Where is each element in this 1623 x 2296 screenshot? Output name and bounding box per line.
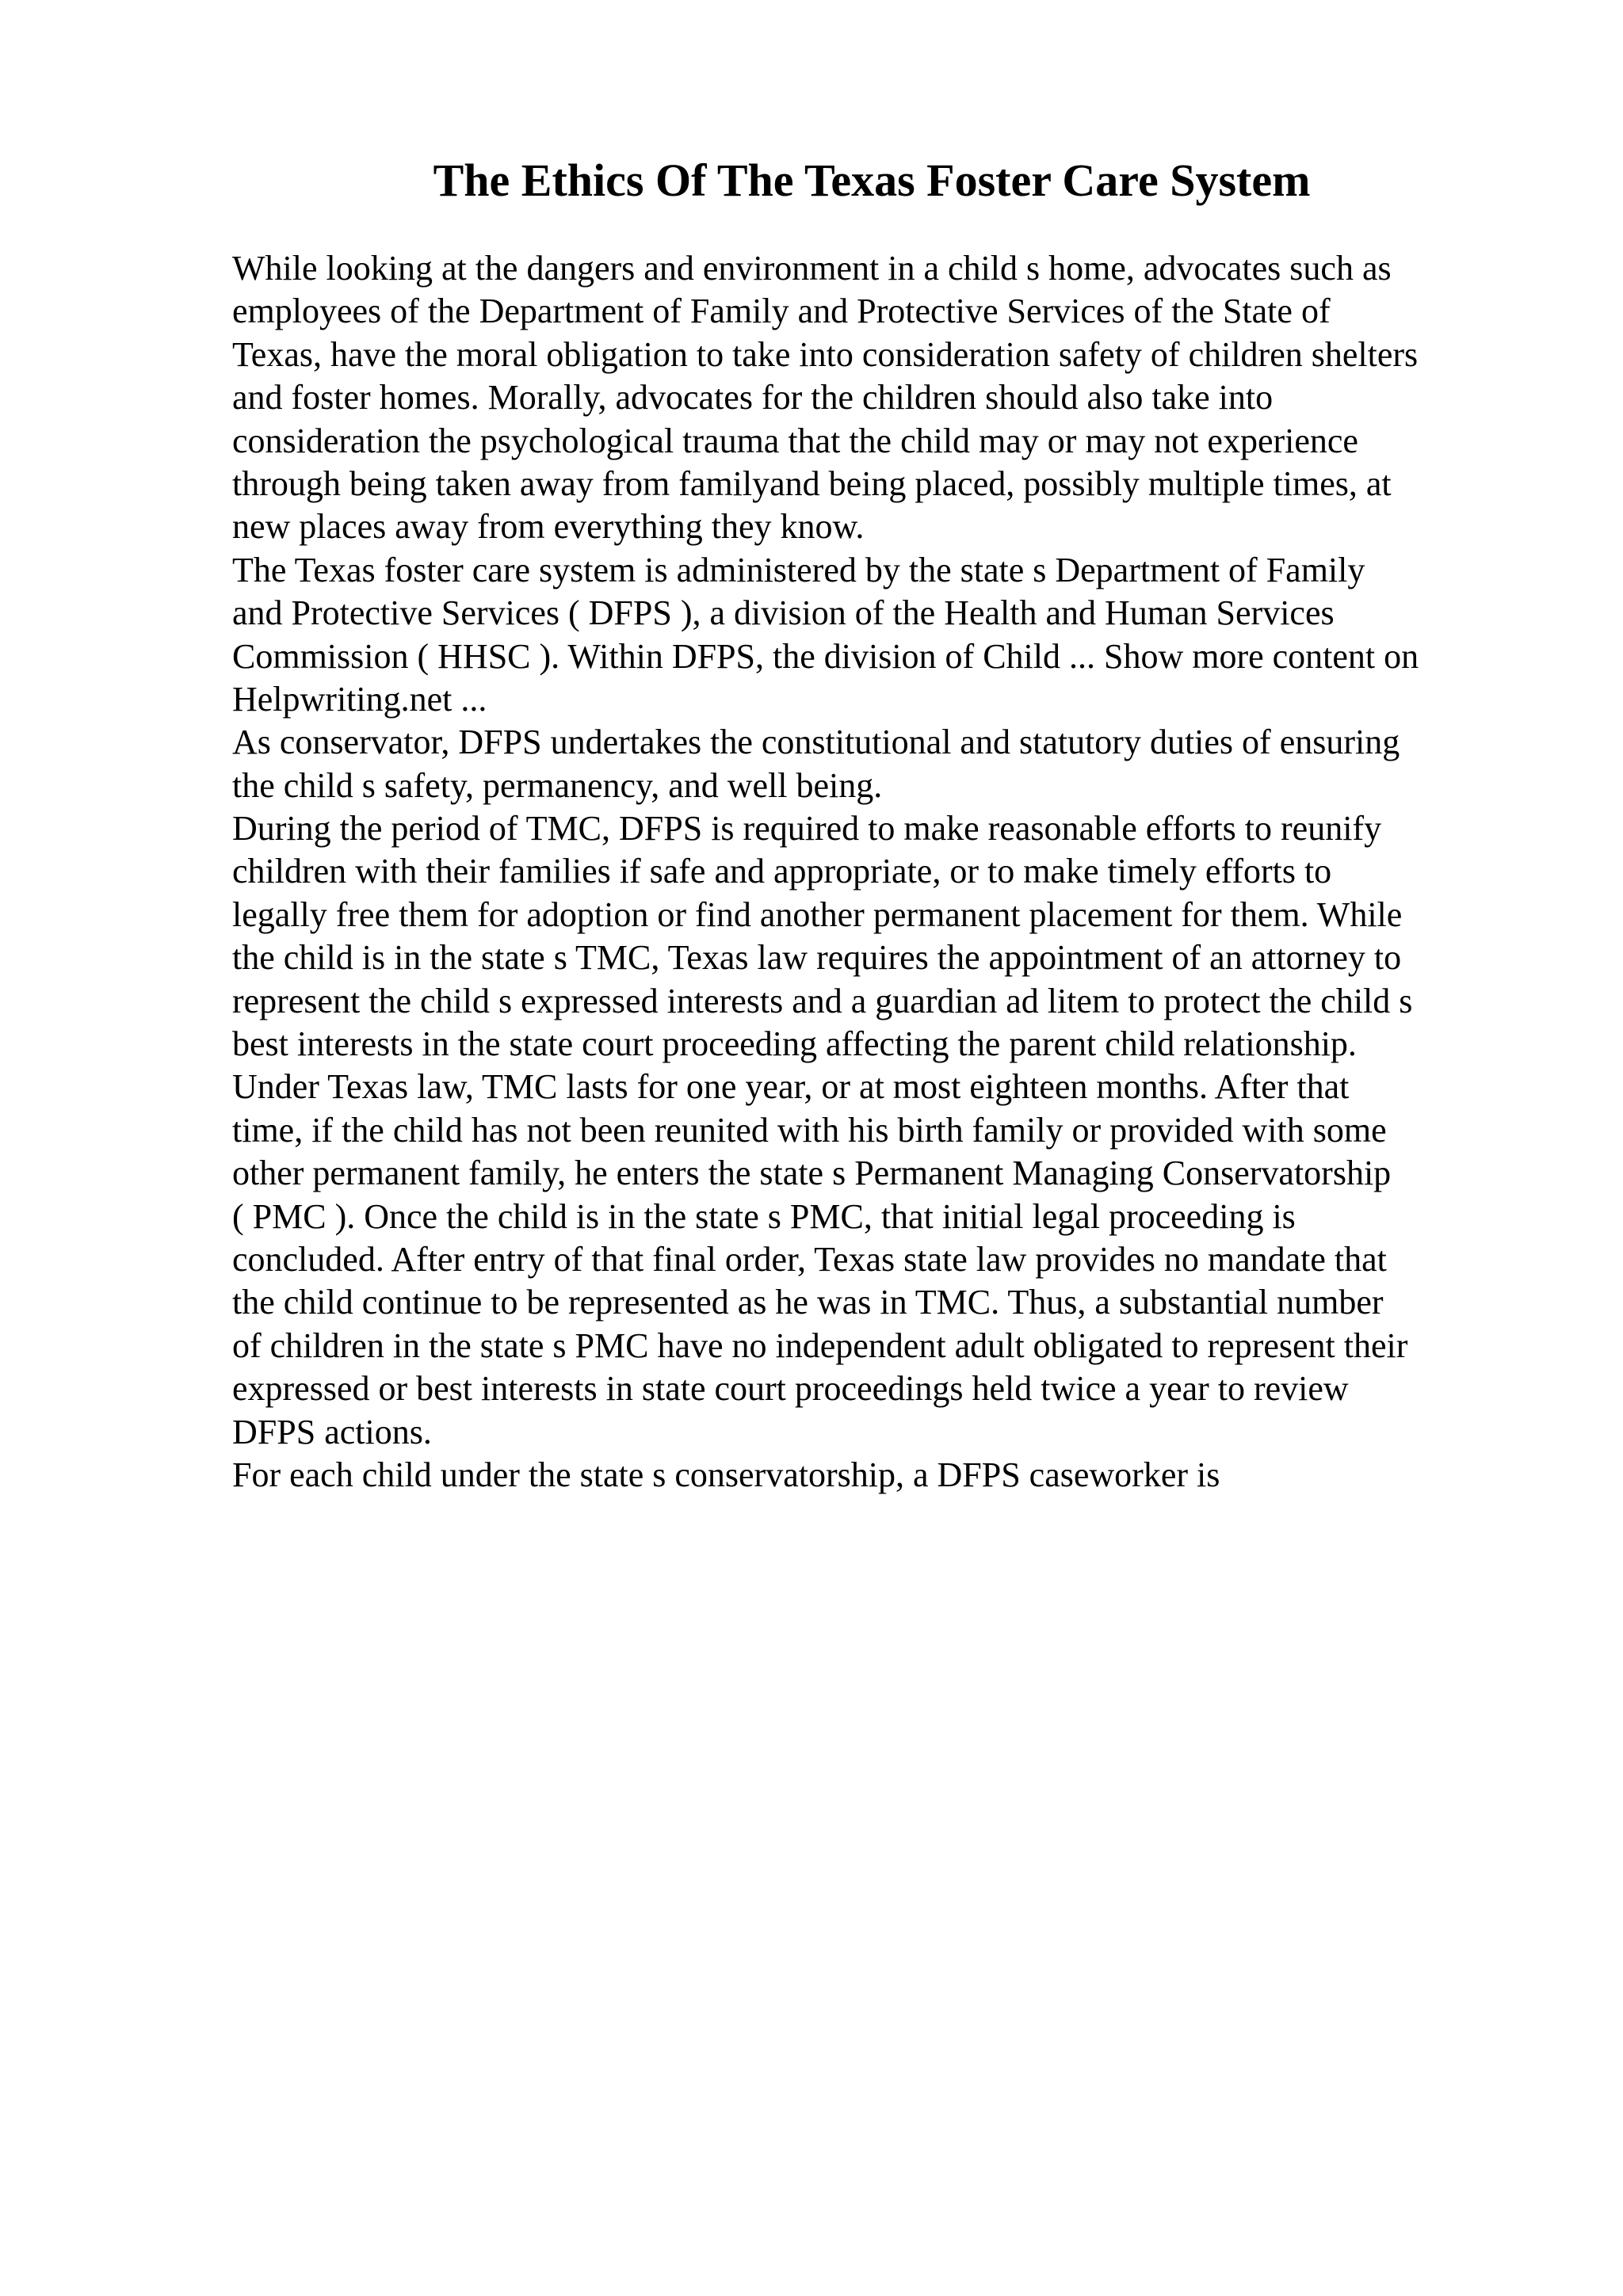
body-text-line: Under Texas law, TMC lasts for one year, or at most eighteen months. After that: [232, 1067, 1350, 1107]
body-text-line: For each child under the state s conservatorship, a DFPS caseworker is: [232, 1455, 1220, 1494]
body-text-line: legally free them for adoption or find another permanent placement for them. While: [232, 894, 1403, 934]
body-text-line: Commission ( HHSC ). Within DFPS, the division of Child ... Show more content on: [232, 636, 1419, 676]
body-text-line: concluded. After entry of that final order, Texas state law provides no mandate that: [232, 1239, 1387, 1279]
body-text-line: represent the child s expressed interests and a guardian ad litem to protect the child s: [232, 981, 1413, 1020]
body-text-line: During the period of TMC, DFPS is required to make reasonable efforts to reunify: [232, 809, 1382, 849]
body-text-line: best interests in the state court proceeding affecting the parent child relationship.: [232, 1024, 1357, 1064]
body-text-line: and Protective Services ( DFPS ), a division of the Health and Human Services: [232, 593, 1335, 633]
body-text-line: other permanent family, he enters the state s Permanent Managing Conservatorship: [232, 1154, 1392, 1193]
body-text-line: of children in the state s PMC have no independent adult obligated to represent their: [232, 1325, 1408, 1365]
body-text-line: new places away from everything they know.: [232, 507, 865, 547]
body-text-line: the child continue to be represented as he was in TMC. Thus, a substantial number: [232, 1283, 1384, 1322]
body-text-line: employees of the Department of Family and Protective Services of the State of: [232, 292, 1331, 331]
body-text-line: consideration the psychological trauma that the child may or may not experience: [232, 421, 1358, 460]
body-text-line: While looking at the dangers and environment in a child s home, advocates such as: [232, 249, 1392, 288]
document-title: The Ethics Of The Texas Foster Care System: [433, 154, 1311, 206]
body-text-line: Texas, have the moral obligation to take into consideration safety of children shelters: [232, 334, 1419, 374]
body-text-line: and foster homes. Morally, advocates for the children should also take into: [232, 378, 1274, 418]
document-body: [232, 247, 1579, 1497]
body-text-line: the child is in the state s TMC, Texas law requires the appointment of an attorney to: [232, 938, 1402, 978]
body-text-line: through being taken away from familyand being placed, possibly multiple times, at: [232, 463, 1392, 503]
body-text-line: time, if the child has not been reunited with his birth family or provided with some: [232, 1110, 1387, 1150]
body-text-line: Helpwriting.net ...: [232, 679, 487, 719]
body-text-line: The Texas foster care system is administered by the state s Department of Family: [232, 550, 1365, 589]
body-text-line: expressed or best interests in state court proceedings held twice a year to review: [232, 1369, 1349, 1409]
body-text-line: As conservator, DFPS undertakes the constitutional and statutory duties of ensuring: [232, 723, 1400, 762]
body-text-line: the child s safety, permanency, and well being.: [232, 765, 883, 805]
body-text-line: ( PMC ). Once the child is in the state s PMC, that initial legal proceeding is: [232, 1196, 1296, 1236]
body-text-line: children with their families if safe and appropriate, or to make timely efforts to: [232, 852, 1332, 891]
body-text-line: DFPS actions.: [232, 1412, 432, 1451]
